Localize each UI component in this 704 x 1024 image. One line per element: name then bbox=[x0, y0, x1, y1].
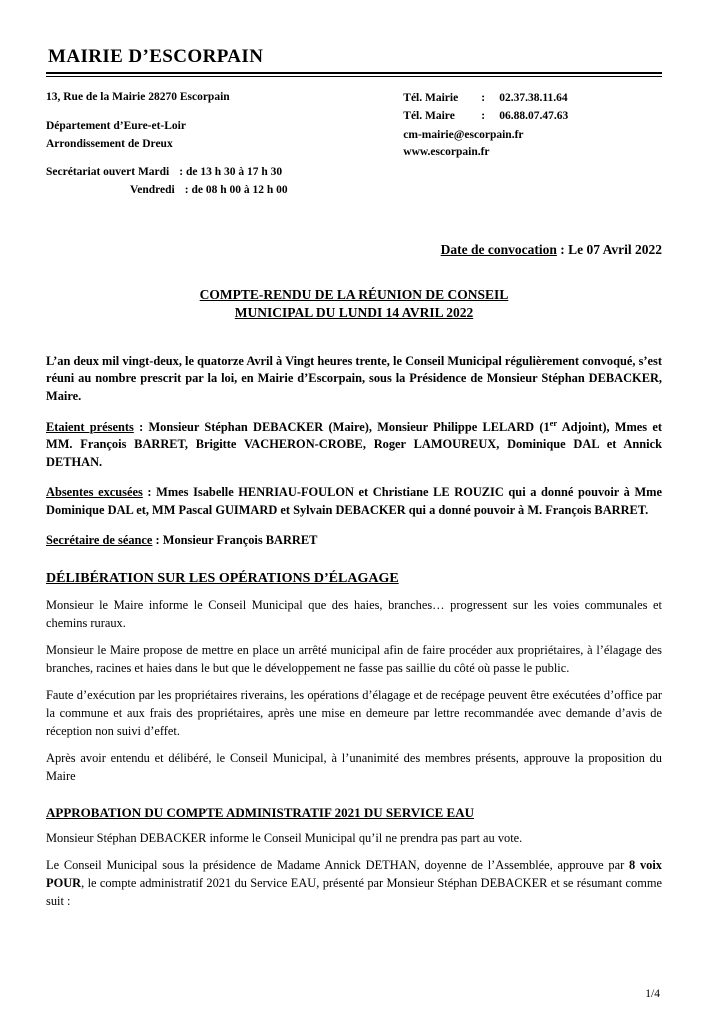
absentees-paragraph bbox=[46, 484, 662, 519]
header-divider bbox=[46, 72, 662, 77]
office-hours-friday-value: : de 08 h 00 à 12 h 00 bbox=[184, 184, 288, 197]
tel-mairie-value: 02.37.38.11.64 bbox=[499, 92, 568, 104]
vote-text-a: Le Conseil Municipal sous la présidence de Madame Annick DETHAN, doyenne de l’Assemblée, approuve par bbox=[46, 858, 629, 873]
paragraph: Monsieur le Maire informe le Conseil Municipal que des haies, branches… progressent sur les voies communales et chemins ruraux. bbox=[46, 598, 662, 631]
section-heading-elagage: DÉLIBÉRATION SUR LES OPÉRATIONS D’ÉLAGAGE bbox=[46, 571, 399, 587]
intro-paragraph: L’an deux mil vingt-deux, le quatorze Avril à Vingt heures trente, le Conseil Municipal régulièrement convoqué, s’est réuni au nombre prescrit par la loi, en Mairie d’Escorpain, sous la Présidence de Monsieur Stéphan DEBACKER, Maire. bbox=[46, 353, 662, 403]
secretary-paragraph bbox=[46, 532, 662, 550]
paragraph-vote bbox=[46, 857, 662, 911]
section-heading-compte-administratif: APPROBATION DU COMPTE ADMINISTRATIF 2021 DU SERVICE EAU bbox=[46, 805, 474, 821]
tel-maire-label: Tél. Maire bbox=[403, 109, 455, 122]
paragraph: Monsieur le Maire propose de mettre en place un arrêté municipal afin de faire procéder aux propriétaires, à l’élagage des branches, racines et haies dans le but que le développement ne fasse pas saillie du côté où passe le public. bbox=[46, 643, 662, 676]
office-hours-friday-label: Vendredi bbox=[130, 184, 175, 197]
attendees-label: Etaient présents bbox=[46, 419, 134, 434]
website-url[interactable]: www.escorpain.fr bbox=[403, 146, 490, 159]
arrondissement-line: Arrondissement de Dreux bbox=[46, 137, 173, 150]
office-hours-label: Secrétariat ouvert Mardi bbox=[46, 166, 170, 179]
letterhead-block bbox=[46, 89, 662, 200]
secretary-text: : Monsieur François BARRET bbox=[152, 532, 318, 547]
paragraph: Après avoir entendu et délibéré, le Conseil Municipal, à l’unanimité des membres présents, approuve la proposition du Maire bbox=[46, 751, 662, 784]
page-title: MAIRIE D’ESCORPAIN bbox=[48, 46, 264, 67]
tel-maire-colon: : bbox=[481, 109, 486, 122]
document-title-line1: COMPTE-RENDU DE LA RÉUNION DE CONSEIL bbox=[199, 287, 509, 303]
paragraph: Faute d’exécution par les propriétaires riverains, les opérations d’élagage et de recépage peuvent être exécutées d’office par la commune et aux frais des propriétaires, après une mise en demeure par lettre recommandée avec demande d’avis de réception non suivi d’effet. bbox=[46, 688, 662, 739]
paragraph: Monsieur Stéphan DEBACKER informe le Conseil Municipal qu’il ne prendra pas part au vote. bbox=[46, 831, 523, 846]
tel-mairie-label: Tél. Mairie bbox=[403, 92, 459, 104]
department-line: Département d’Eure-et-Loir bbox=[46, 119, 186, 132]
document-title-line2: MUNICIPAL DU LUNDI 14 AVRIL 2022 bbox=[234, 305, 474, 321]
section-body-elagage bbox=[46, 597, 662, 786]
attendees-text-b: Adjoint), Mmes et MM. François BARRET, Brigitte VACHERON-CROBE, Roger LAMOUREUX, Dominique DAL et Annick DETHAN. bbox=[46, 419, 662, 470]
convocation-value: : Le 07 Avril 2022 bbox=[556, 242, 662, 258]
attendees-ordinal: er bbox=[549, 417, 558, 428]
convocation-label: Date de convocation bbox=[440, 242, 557, 258]
tel-maire-value: 06.88.07.47.63 bbox=[499, 109, 569, 122]
section-body-compte-administratif bbox=[46, 830, 662, 911]
tel-maire-row bbox=[403, 108, 662, 126]
letterhead-left bbox=[46, 89, 391, 200]
office-hours-tuesday bbox=[46, 164, 391, 182]
secretary-label: Secrétaire de séance bbox=[46, 532, 153, 547]
letterhead-right bbox=[403, 89, 662, 162]
attendees-paragraph bbox=[46, 418, 662, 472]
vote-text-b: , le compte administratif 2021 du Service EAU, présenté par Monsieur Stéphan DEBACKER et se résumant comme suit : bbox=[46, 876, 662, 909]
mairie-address: 13, Rue de la Mairie 28270 Escorpain bbox=[46, 91, 230, 103]
office-hours-tuesday-value: : de 13 h 30 à 17 h 30 bbox=[179, 166, 283, 179]
email-address[interactable]: cm-mairie@escorpain.fr bbox=[403, 128, 524, 141]
tel-mairie-row bbox=[403, 90, 662, 108]
convocation-date bbox=[46, 242, 662, 258]
tel-mairie-colon: : bbox=[481, 92, 486, 104]
office-hours-friday bbox=[130, 182, 391, 200]
document-title bbox=[46, 286, 662, 322]
document-body bbox=[46, 353, 662, 912]
page-number: 1/4 bbox=[645, 988, 660, 1000]
absentees-text: : Mmes Isabelle HENRIAU-FOULON et Christiane LE ROUZIC qui a donné pouvoir à Mme Dominique DAL et, MM Pascal GUIMARD et Sylvain DEBACKER qui a donné pouvoir à M. François BARRET. bbox=[46, 485, 662, 517]
vote-count: 8 voix POUR bbox=[46, 858, 663, 891]
attendees-text-a: : Monsieur Stéphan DEBACKER (Maire), Monsieur Philippe LELARD (1 bbox=[133, 419, 550, 434]
absentees-label: Absentes excusées bbox=[46, 485, 143, 500]
